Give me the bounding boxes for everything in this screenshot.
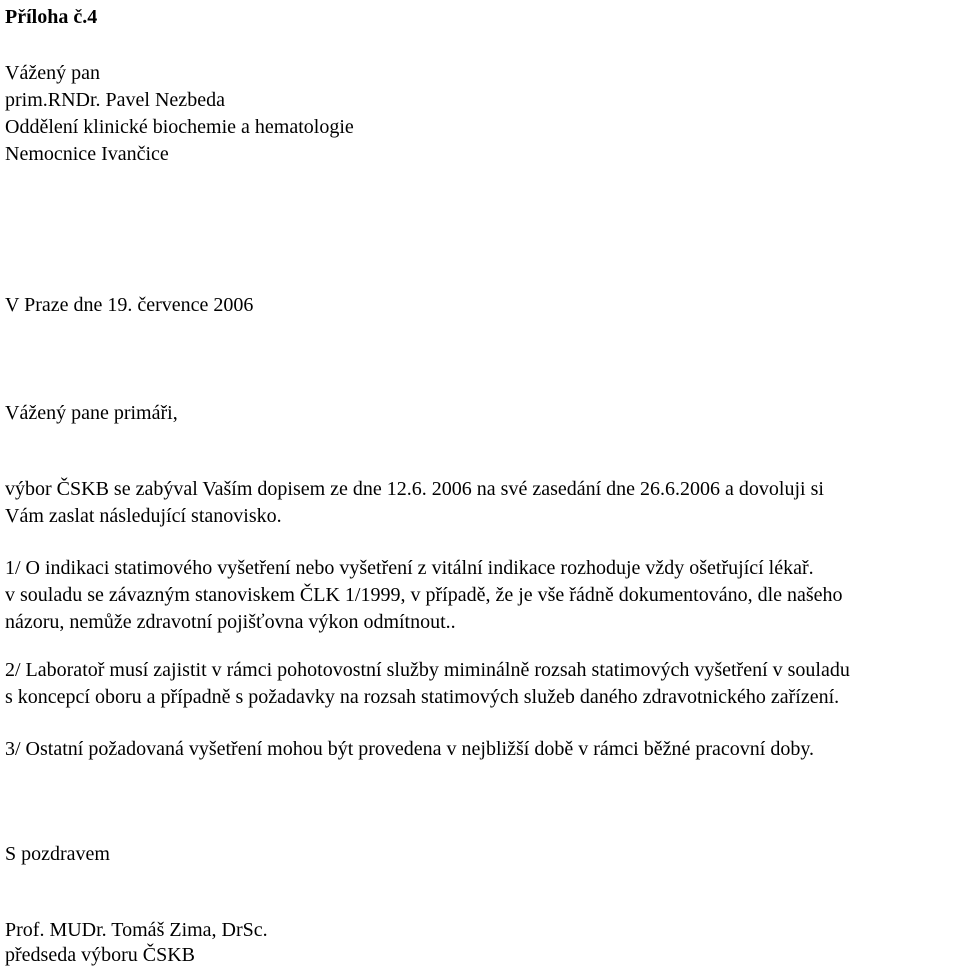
point-1-line: názoru, nemůže zdravotní pojišťovna výkon odmítnout..: [5, 611, 456, 633]
intro-line: Vám zaslat následující stanovisko.: [5, 505, 282, 527]
point-2-paragraph: [5, 657, 955, 711]
date-line: V Praze dne 19. července 2006: [5, 294, 254, 316]
point-3-line: 3/ Ostatní požadovaná vyšetření mohou být provedena v nejbližší době v rámci běžné pracovní doby.: [5, 738, 815, 760]
signatory-name: Prof. MUDr. Tomáš Zima, DrSc.: [5, 919, 268, 941]
intro-paragraph: [5, 476, 955, 530]
salutation: Vážený pane primáři,: [5, 402, 178, 424]
point-1-line: 1/ O indikaci statimového vyšetření nebo vyšetření z vitální indikace rozhoduje vždy ošetřující lékař.: [5, 557, 814, 579]
attachment-heading: Příloha č.4: [5, 6, 98, 28]
point-2-line: s koncepcí oboru a případně s požadavky na rozsah statimových služeb daného zdravotnického zařízení.: [5, 686, 840, 708]
point-3-paragraph: [5, 736, 955, 763]
point-1-line: v souladu se závazným stanoviskem ČLK 1/1999, v případě, že je vše řádně dokumentováno, dle našeho: [5, 584, 843, 606]
intro-line: výbor ČSKB se zabýval Vaším dopisem ze dne 12.6. 2006 na své zasedání dne 26.6.2006 a dovoluji si: [5, 478, 824, 500]
recipient-name: prim.RNDr. Pavel Nezbeda: [5, 89, 225, 111]
signatory-title: předseda výboru ČSKB: [5, 944, 195, 966]
point-1-paragraph: [5, 555, 955, 636]
recipient-department: Oddělení klinické biochemie a hematologie: [5, 116, 354, 138]
recipient-hospital: Nemocnice Ivančice: [5, 143, 169, 165]
recipient-greeting: Vážený pan: [5, 62, 100, 84]
closing-phrase: S pozdravem: [5, 843, 110, 865]
point-2-line: 2/ Laboratoř musí zajistit v rámci pohotovostní služby miminálně rozsah statimových vyšetření v souladu: [5, 659, 850, 681]
